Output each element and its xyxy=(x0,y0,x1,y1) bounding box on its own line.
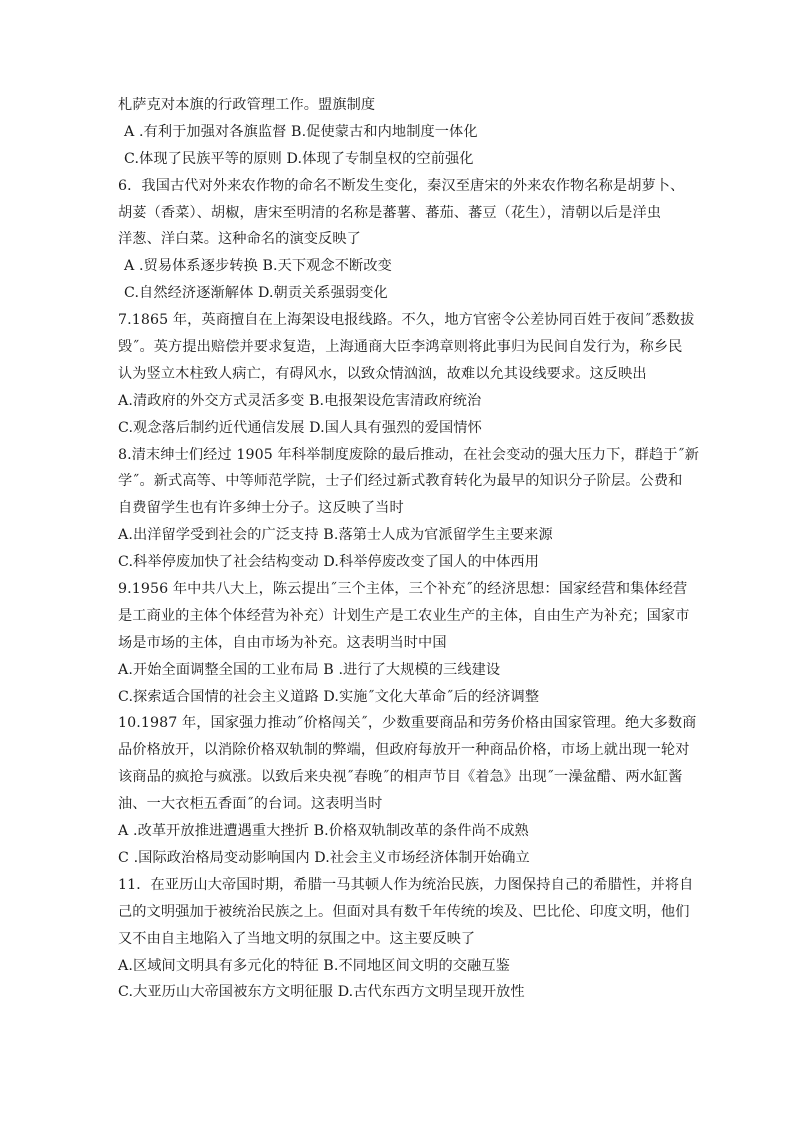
document-page xyxy=(118,92,700,1006)
option-line: C.探索适合国情的社会主义道路 D.实施˝文化大革命˝后的经济调整 xyxy=(118,688,540,705)
option-line: C.观念落后制约近代通信发展 D.国人具有强烈的爱国情怀 xyxy=(118,419,482,436)
text-line: 学˝。新式高等、中等师范学院，士子们经过新式教育转化为最早的知识分子阶层。公费和 xyxy=(118,473,683,490)
text-line: 认为竖立木柱致人病亡，有碍风水，以致众情汹汹，故难以允其设线要求。这反映出 xyxy=(118,365,647,382)
text-line: 自费留学生也有许多绅士分子。这反映了当时 xyxy=(118,500,404,517)
option-line: A.出洋留学受到社会的广泛支持 B.落第士人成为官派留学生主要来源 xyxy=(118,527,553,544)
question-6-line: 6．我国古代对外来农作物的命名不断发生变化，秦汉至唐宋的外来农作物名称是胡萝卜、 xyxy=(118,177,685,194)
option-line: C.体现了民族平等的原则 D.体现了专制皇权的空前强化 xyxy=(124,150,474,167)
option-line: C .国际政治格局变动影响国内 D.社会主义市场经济体制开始确立 xyxy=(118,849,530,866)
text-line: 是工商业的主体个体经营为补充）计划生产是工农业生产的主体，自由生产为补充；国家市 xyxy=(118,607,690,624)
question-8-line: 8.清末绅士们经过 1905 年科举制度废除的最后推动，在社会变动的强大压力下，群趋于˝新 xyxy=(118,446,700,463)
question-11-line: 11．在亚历山大帝国时期，希腊一马其顿人作为统治民族，力图保持自己的希腊性，并将自 xyxy=(118,876,694,893)
option-line: A .改革开放推进遭遇重大挫折 B.价格双轨制改革的条件尚不成熟 xyxy=(118,823,529,840)
option-line: A.清政府的外交方式灵活多变 B.电报架设危害清政府统治 xyxy=(118,392,482,409)
question-7-line: 7.1865 年，英商擅自在上海架设电报线路。不久，地方官密令公差协同百姓于夜间˝悉数拔 xyxy=(118,312,695,329)
text-line: 胡荽（香菜）、胡椒，唐宋至明清的名称是蕃薯、蕃茄、蕃豆（花生），清朝以后是洋虫 xyxy=(118,204,662,221)
text-line: 洋葱、洋白菜。这种命名的演变反映了 xyxy=(118,231,361,248)
text-line: 品价格放开，以消除价格双轨制的弊端，但政府每放开一种商品价格，市场上就出现一轮对 xyxy=(118,742,690,759)
question-10-line: 10.1987 年，国家强力推动˝价格闯关˝，少数重要商品和劳务价格由国家管理。绝大多数商 xyxy=(118,715,697,732)
text-line: 场是市场的主体，自由市场为补充。这表明当时中国 xyxy=(118,634,447,651)
option-line: A .有利于加强对各旗监督 B.促使蒙古和内地制度一体化 xyxy=(124,123,478,140)
text-line: 毁˝。英方提出赔偿并要求复造，上海通商大臣李鸿章则将此事归为民间自发行为，称乡民 xyxy=(118,339,683,356)
option-line: A.开始全面调整全国的工业布局 B .进行了大规模的三线建设 xyxy=(118,661,501,678)
text-line: 又不由自主地陷入了当地文明的氛围之中。这主要反映了 xyxy=(118,930,476,947)
question-9-line: 9.1956 年中共八大上，陈云提出˝三个主体，三个补充˝的经济思想：国家经营和集体经营 xyxy=(118,581,688,598)
text-line: 油、一大衣柜五香面˝的台词。这表明当时 xyxy=(118,796,383,813)
option-line: C.自然经济逐渐解体 D.朝贡关系强弱变化 xyxy=(124,285,388,302)
option-line: C.科举停废加快了社会结构变动 D.科举停废改变了国人的中体西用 xyxy=(118,554,540,571)
text-line: 该商品的疯抢与疯涨。以致后来央视˝春晚˝的相声节目《着急》出现˝一澡盆醋、两水缸酱 xyxy=(118,769,683,786)
option-line: A.区域间文明具有多元化的特征 B.不同地区间文明的交融互鉴 xyxy=(118,957,510,974)
text-line: 己的文明强加于被统治民族之上。但面对具有数千年传统的埃及、巴比伦、印度文明，他们 xyxy=(118,903,690,920)
option-line: A .贸易体系逐步转换 B.天下观念不断改变 xyxy=(124,258,392,275)
text-line: 札萨克对本旗的行政管理工作。盟旗制度 xyxy=(118,97,376,113)
option-line: C.大亚历山大帝国被东方文明征服 D.古代东西方文明呈现开放性 xyxy=(118,984,525,1001)
